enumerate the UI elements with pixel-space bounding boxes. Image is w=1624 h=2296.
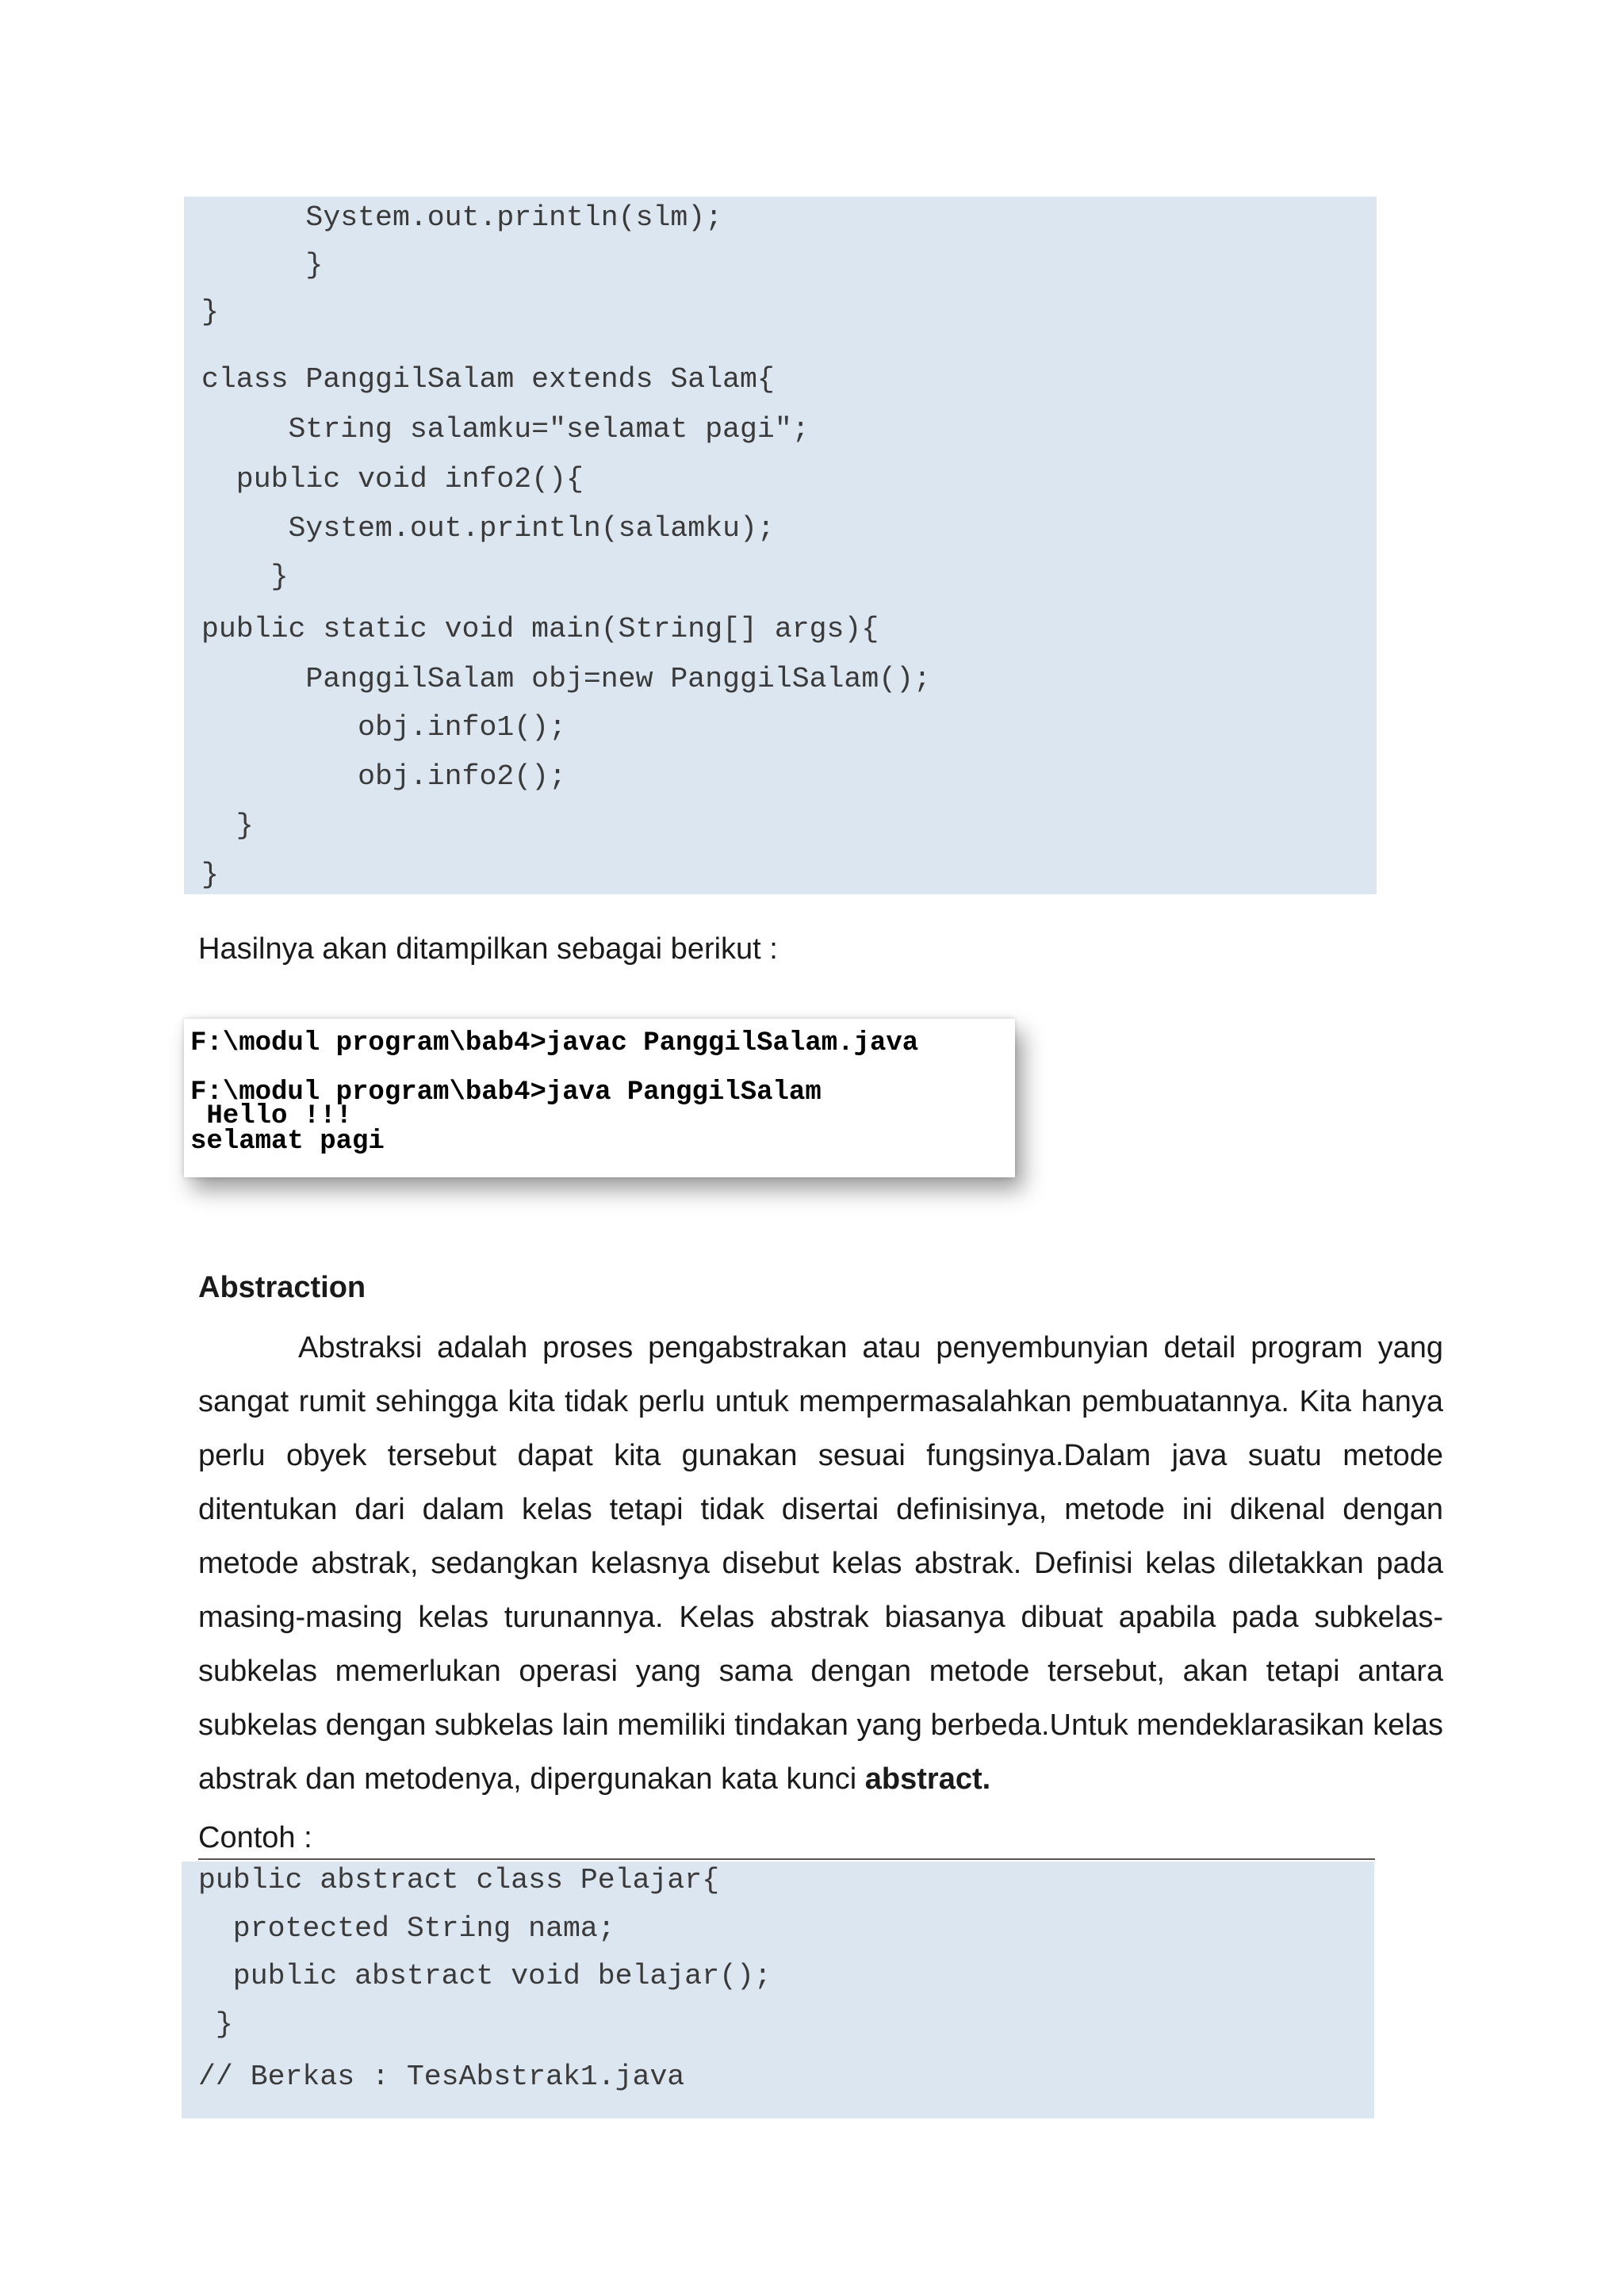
divider [198, 1858, 1375, 1860]
code-block-pelajar [182, 1862, 1374, 2118]
console-line: Hello !!! [190, 1101, 353, 1131]
result-intro-text: Hasilnya akan ditampilkan sebagai berikut : [198, 932, 778, 966]
code-line: } [198, 2008, 233, 2041]
code-line: // Berkas : TesAbstrak1.java [198, 2061, 685, 2093]
code-line: obj.info2(); [201, 760, 566, 793]
code-line: } [201, 296, 219, 328]
code-line: public static void main(String[] args){ [201, 613, 879, 645]
console-line: F:\modul program\bab4>javac PanggilSalam.java [190, 1028, 919, 1058]
code-line: public void info2(){ [201, 463, 584, 496]
code-line: } [201, 249, 324, 281]
code-line: String salamku="selamat pagi"; [201, 413, 810, 446]
console-line: selamat pagi [190, 1127, 385, 1157]
code-block-panggilsalam [184, 197, 1377, 894]
code-line: } [201, 859, 219, 891]
code-line: } [201, 561, 289, 593]
code-line: System.out.println(salamku); [201, 512, 775, 545]
code-line: System.out.println(slm); [201, 201, 723, 234]
console-output-screenshot [184, 1019, 1015, 1177]
code-line: public abstract void belajar(); [198, 1960, 772, 1992]
code-line: PanggilSalam obj=new PanggilSalam(); [201, 663, 931, 695]
code-line: public abstract class Pelajar{ [198, 1864, 720, 1896]
section-heading: Abstraction [198, 1271, 366, 1304]
code-line: protected String nama; [198, 1912, 615, 1945]
paragraph-keyword: abstract. [864, 1762, 991, 1796]
console-line: F:\modul program\bab4>java PanggilSalam [190, 1077, 822, 1108]
code-line: class PanggilSalam extends Salam{ [201, 363, 775, 396]
paragraph-text: Abstraksi adalah proses pengabstrakan atau penyembunyian detail program yang sangat rumit sehingga kita tidak perlu untuk mempermasalahkan pembuatannya. Kita hanya perlu obyek tersebut dapat kita gunakan sesuai fungsinya.Dalam java suatu metode ditentukan dari dalam kelas tetapi tidak disertai definisinya, metode ini dikenal dengan metode abstrak, sedangkan kelasnya disebut kelas abstrak. Definisi kelas diletakkan pada masing-masing kelas turunannya. Kelas abstrak biasanya dibuat apabila pada subkelas-subkelas memerlukan operasi yang sama dengan metode tersebut, akan tetapi antara subkelas dengan subkelas lain memiliki tindakan yang berbeda.Untuk mendeklarasikan kelas abstrak dan metodenya, dipergunakan kata kunci [198, 1331, 1443, 1796]
section-paragraph [198, 1321, 1443, 1806]
example-label: Contoh : [198, 1821, 312, 1854]
code-line: obj.info1(); [201, 711, 566, 744]
code-line: } [201, 809, 254, 842]
